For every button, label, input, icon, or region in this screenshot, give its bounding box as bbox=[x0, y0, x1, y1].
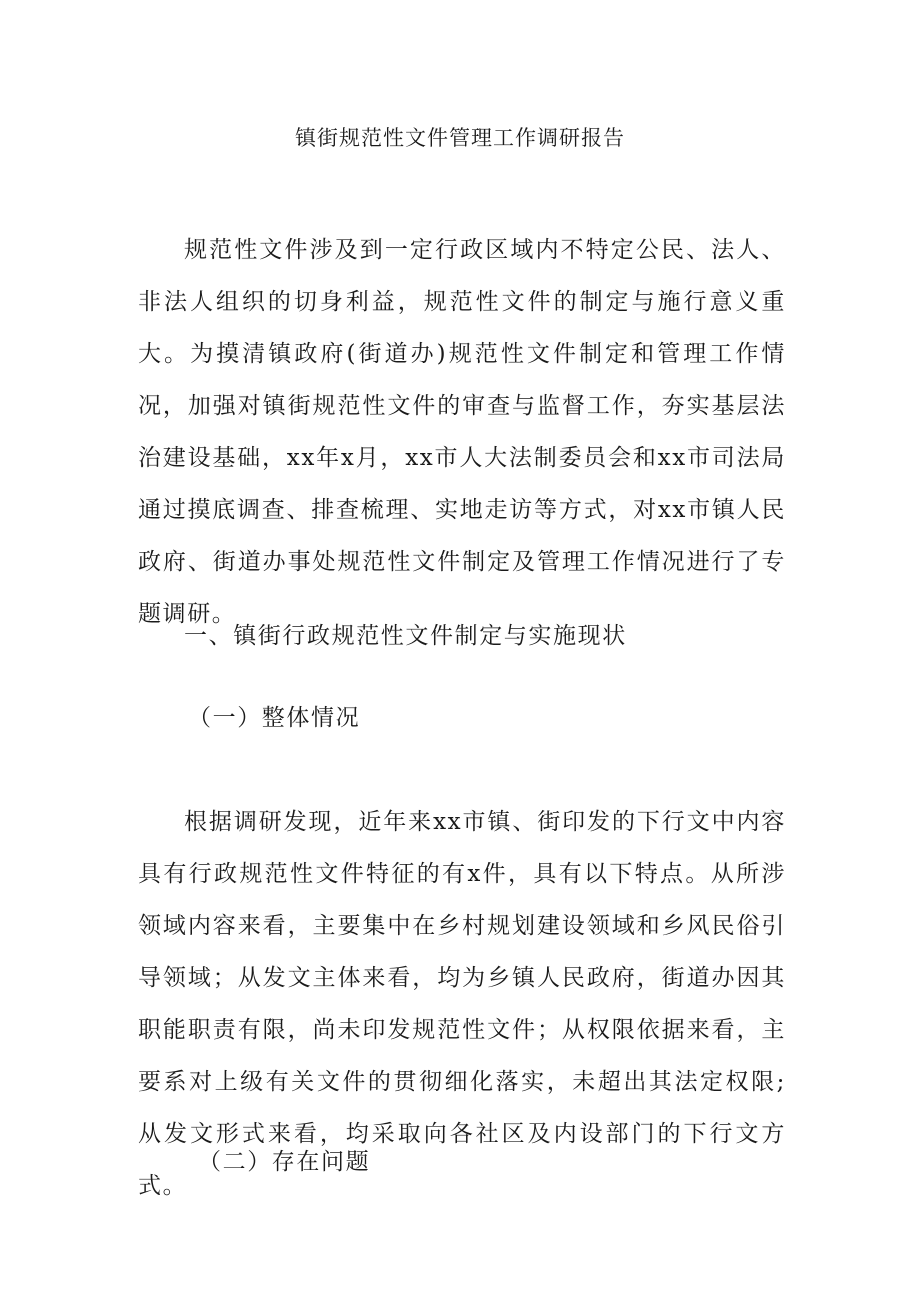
subsection-1-paragraph: 根据调研发现，近年来xx市镇、街印发的下行文中内容具有行政规范性文件特征的有x件，具有以下特点。从所涉领域内容来看，主要集中在乡村规划建设领域和乡风民俗引导领域；从发文主体来看，均为乡镇人民政府，街道办因其职能职责有限，尚未印发规范性文件；从权限依据来看，主要系对上级有关文件的贯彻细化落实，未超出其法定权限;从发文形式来看，均采取向各社区及内设部门的下行文方式。 bbox=[138, 809, 786, 1199]
section-heading-1: 一、镇街行政规范性文件制定与实施现状 bbox=[184, 623, 627, 649]
subsection-heading-2: （二）存在问题 bbox=[198, 1149, 371, 1175]
intro-paragraph: 规范性文件涉及到一定行政区域内不特定公民、法人、非法人组织的切身利益，规范性文件的制定与施行意义重大。为摸清镇政府(街道办)规范性文件制定和管理工作情况，加强对镇街规范性文件的审查与监督工作，夯实基层法治建设基础，xx年x月，xx市人大法制委员会和xx市司法局通过摸底调查、排查梳理、实地走访等方式，对xx市镇人民政府、街道办事处规范性文件制定及管理工作情况进行了专题调研。 bbox=[138, 237, 786, 627]
subsection-heading-1: （一）整体情况 bbox=[188, 705, 361, 731]
document-title: 镇街规范性文件管理工作调研报告 bbox=[295, 126, 625, 150]
